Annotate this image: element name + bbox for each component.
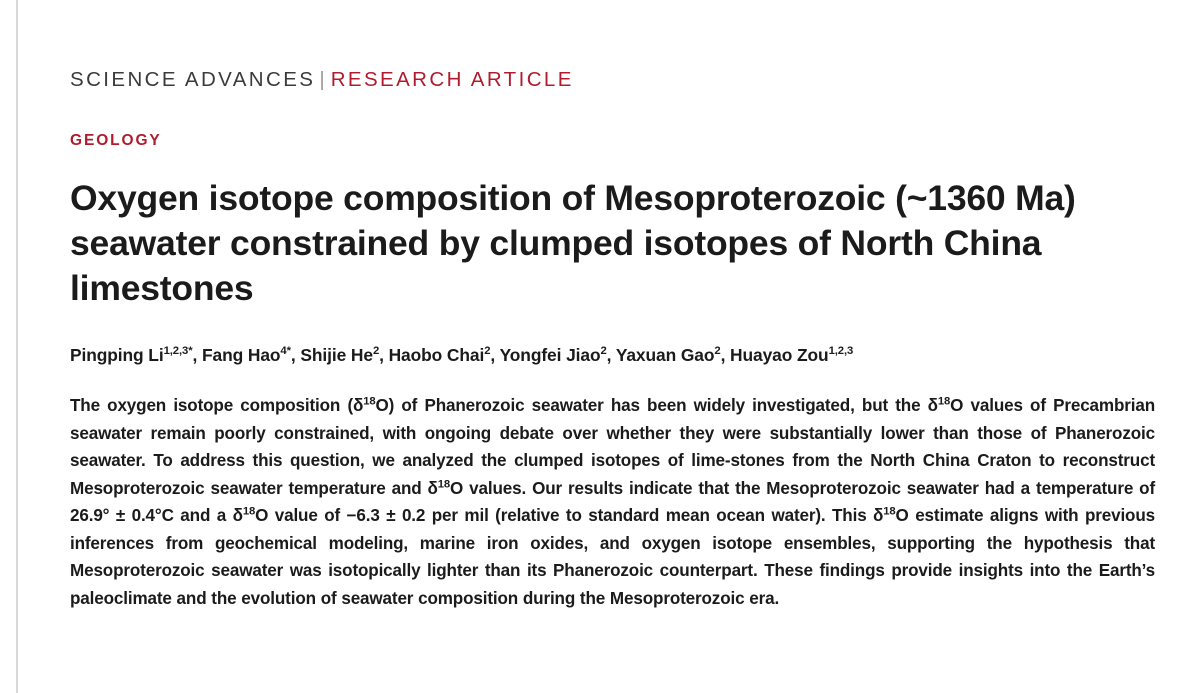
author-separator: , — [379, 345, 389, 365]
abstract-segment: The oxygen isotope composition (δ — [70, 396, 364, 415]
author-separator: , — [720, 345, 731, 365]
abstract-segment: O) of Phanerozoic seawater has been widely investigated, but the δ — [375, 396, 938, 415]
running-head — [70, 68, 1160, 92]
author-separator: , — [290, 345, 301, 365]
isotope-superscript: 18 — [363, 395, 376, 408]
author-item — [202, 345, 300, 365]
abstract-segment: O values of Precambrian seawater remain poorly constrained, with ongoing debate over whether they were substantially lower than those of Phanerozoic seawater. To address this question, we analyzed the clumped isotopes of lime‐stones from the North China Craton to reconstruct Mesoproterozoic seawater temperature and δ — [70, 396, 1156, 498]
author-affiliation: 1,2,3 — [828, 345, 854, 358]
abstract-segment: O estimate aligns with previous inferences from geochemical modeling, marine iron oxides, and oxygen isotope ensembles, supporting the hypothesis that Mesoproterozoic seawater was isotopically lighter than its Phanerozoic counterpart. These findings provide insights into the Earth’s paleoclimate and the evolution of seawater composition during the Mesoproterozoic era. — [70, 506, 1156, 608]
isotope-superscript: 18 — [437, 477, 451, 490]
journal-name: SCIENCE ADVANCES — [70, 68, 316, 91]
author-name: Fang Hao — [201, 345, 281, 365]
author-name: Yongfei Jiao — [499, 345, 601, 365]
author-affiliation: 4 — [280, 345, 287, 358]
author-affiliation: 1,2,3 — [163, 345, 189, 358]
author-affiliation: 2 — [484, 345, 491, 358]
abstract-text — [70, 392, 1155, 612]
isotope-superscript: 18 — [883, 505, 896, 518]
author-item — [300, 345, 388, 365]
author-item — [730, 345, 853, 365]
author-affiliation: 2 — [714, 345, 721, 358]
running-head-separator: | — [319, 68, 325, 91]
author-item — [616, 345, 730, 365]
author-name: Yaxuan Gao — [615, 345, 715, 365]
author-list — [70, 345, 1160, 366]
author-name: Pingping Li — [70, 345, 164, 365]
abstract-segment: O value of −6.3 ± 0.2 per mil (relative to standard mean ocean water). This δ — [255, 506, 884, 525]
author-affiliation: 2 — [372, 345, 380, 358]
article-content — [70, 0, 1160, 612]
author-corresponding-mark: * — [286, 345, 291, 358]
isotope-superscript: 18 — [937, 395, 951, 408]
page-title: Oxygen isotope composition of Mesoproterozoic (~1360 Ma) seawater constrained by clumped isotopes of North China limestones — [70, 178, 1076, 308]
author-name: Huayao Zou — [730, 345, 829, 365]
author-corresponding-mark: * — [188, 345, 193, 358]
author-name: Shijie He — [300, 345, 373, 365]
author-name: Haobo Chai — [388, 345, 485, 365]
author-item — [389, 345, 500, 365]
article-type-label: RESEARCH ARTICLE — [330, 68, 574, 91]
author-separator: , — [192, 345, 202, 365]
author-affiliation: 2 — [600, 345, 607, 358]
abstract-segment: O values. Our results indicate that the Mesoproterozoic seawater had a temperature of 26.9° ± 0.4°C and a δ — [70, 478, 1156, 525]
author-item — [70, 345, 202, 365]
isotope-superscript: 18 — [242, 505, 256, 518]
author-separator: , — [606, 345, 616, 365]
author-item — [500, 345, 616, 365]
author-separator: , — [490, 345, 500, 365]
left-margin-rule — [16, 0, 18, 693]
subject-category: GEOLOGY — [70, 132, 162, 149]
